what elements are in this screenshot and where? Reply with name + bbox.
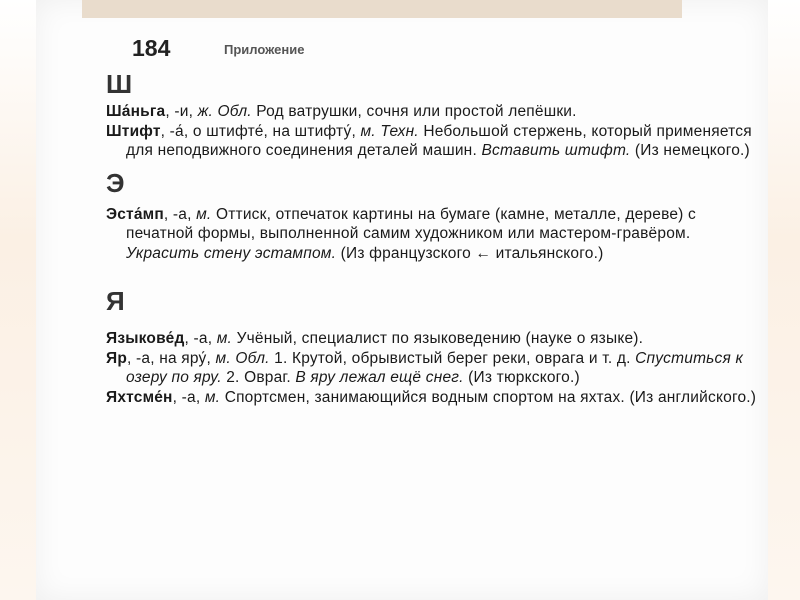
entry-yazykoved	[106, 329, 762, 349]
grammar-forms: , -и,	[165, 103, 198, 120]
slide-frame-right	[768, 0, 800, 600]
section-title: Приложение	[224, 42, 305, 57]
page-number: 184	[132, 35, 171, 61]
definition: Спортсмен, занимающийся водным спортом на яхтах.	[220, 388, 625, 406]
grammar-forms: , -а,	[184, 330, 217, 347]
example-2: В яру лежал ещё снег.	[295, 369, 464, 386]
definition: Учёный, специалист по языковедению (науке о языке).	[232, 330, 644, 347]
entry-estamp	[106, 205, 762, 264]
headword: Яхтсме́н	[106, 388, 173, 406]
letter-heading-sh: Ш	[106, 69, 133, 99]
origin: (Из английского.)	[624, 388, 757, 406]
definition: 1. Крутой, обрывистый берег реки, оврага и т. д.	[269, 349, 636, 367]
header-bar	[82, 0, 682, 18]
grammar-forms: , -а́, о штифте́, на штифту́,	[160, 122, 361, 140]
scanned-page	[36, 0, 768, 600]
headword: Языкове́д	[106, 330, 185, 347]
definition: Род ватрушки, сочня или простой лепёшки.	[251, 103, 577, 120]
entry-yakhtsmen	[106, 388, 762, 408]
entry-shanga	[106, 102, 762, 122]
entry-shtift	[106, 122, 762, 161]
origin: (Из тюркского.)	[463, 369, 580, 386]
headword: Штифт	[106, 122, 161, 140]
definition: Небольшой стержень, который применяется для неподвижного соединения деталей машин.	[126, 122, 752, 159]
example: Вставить штифт.	[481, 142, 631, 159]
slide-frame-left	[0, 0, 36, 600]
grammar-label: м.	[204, 388, 221, 406]
grammar-label: м.	[196, 205, 212, 223]
letter-heading-ya: Я	[106, 286, 125, 316]
headword: Эста́мп	[106, 205, 164, 223]
definition-2: 2. Овраг.	[221, 369, 296, 386]
headword: Яр	[106, 349, 128, 367]
dictionary-content	[106, 66, 762, 407]
grammar-label: м. Обл.	[215, 349, 270, 367]
example: Спуститься к озеру по яру.	[126, 349, 743, 386]
page-header	[82, 0, 722, 70]
origin: (Из французского ← итальянского.)	[336, 244, 604, 262]
headword: Ша́ньга	[106, 103, 166, 120]
grammar-forms: , -а, на яру́,	[127, 349, 216, 367]
example: Украсить стену эстампом.	[126, 244, 337, 262]
grammar-forms: , -а,	[163, 205, 197, 223]
grammar-label: м. Техн.	[360, 122, 419, 140]
grammar-forms: , -а,	[172, 388, 205, 406]
definition: Оттиск, отпечаток картины на бумаге (камне, металле, дереве) с печатной формы, выполненной самим художником или мастером-гравёром.	[126, 205, 696, 242]
entry-yar	[106, 349, 762, 388]
grammar-label: м.	[216, 330, 233, 347]
origin: (Из немецкого.)	[630, 142, 750, 159]
letter-heading-e: Э	[106, 167, 125, 198]
grammar-label: ж. Обл.	[197, 103, 252, 120]
